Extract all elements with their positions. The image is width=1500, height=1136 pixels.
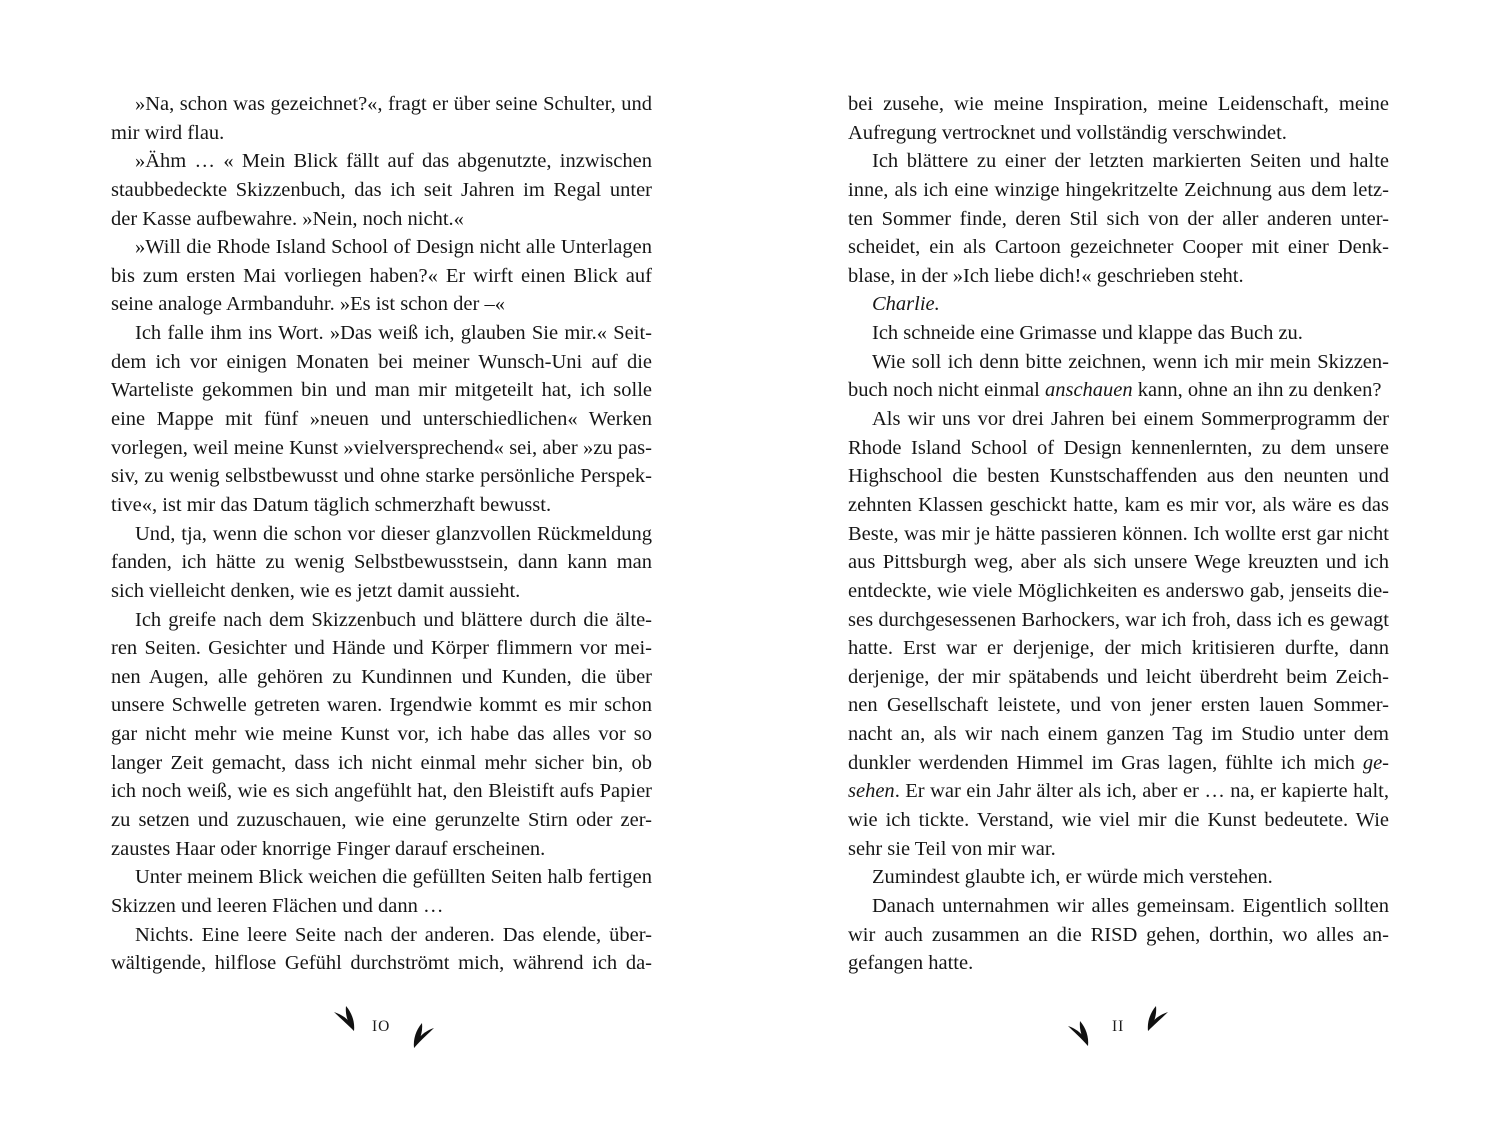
text-line bbox=[111, 319, 652, 348]
page-number: II bbox=[1112, 1018, 1125, 1035]
line-text: derjenige, der mir spätabends und leicht überdreht beim Zeich- bbox=[848, 665, 1389, 688]
text-line bbox=[848, 376, 1389, 405]
line-text: Ich greife nach dem Skizzenbuch und blättere durch die älte- bbox=[135, 608, 652, 631]
line-text: Rhode Island School of Design kennenlernten, zu dem unsere bbox=[848, 436, 1389, 459]
line-text: inne, als ich eine winzige hingekritzelte Zeichnung aus dem letz- bbox=[848, 178, 1389, 201]
text-line bbox=[111, 806, 652, 835]
line-text: eine Mappe mit fünf »neuen und unterschiedlichen« Werken bbox=[111, 408, 652, 431]
line-text: wältigende, hilflose Gefühl durchströmt mich, während ich da- bbox=[111, 952, 652, 975]
line-text: sich vielleicht denken, wie es jetzt damit aussieht. bbox=[111, 579, 521, 602]
line-text: »Will die Rhode Island School of Design nicht alle Unterlagen bbox=[135, 236, 652, 259]
text-line bbox=[111, 749, 652, 778]
line-text: ten Sommer finde, deren Stil sich von der aller anderen unter- bbox=[848, 207, 1389, 230]
text-line bbox=[848, 548, 1389, 577]
line-text: zu setzen und zuzuschauen, wie eine gerunzelte Stirn oder zer- bbox=[111, 809, 652, 832]
text-line bbox=[111, 290, 652, 319]
line-text: seine analoge Armbanduhr. »Es ist schon der –« bbox=[111, 293, 505, 316]
text-line bbox=[848, 634, 1389, 663]
right-folio bbox=[1066, 1004, 1176, 1044]
line-text: Unter meinem Blick weichen die gefüllten Seiten halb fertigen bbox=[135, 866, 652, 889]
line-text: Ich falle ihm ins Wort. »Das weiß ich, glauben Sie mir.« Seit- bbox=[135, 322, 652, 345]
text-line bbox=[111, 892, 652, 921]
line-text: sehr sie Teil von mir war. bbox=[848, 837, 1056, 860]
text-line bbox=[848, 892, 1389, 921]
text-line bbox=[848, 205, 1389, 234]
text-line bbox=[848, 606, 1389, 635]
leaf-ornament-right-icon bbox=[1146, 1004, 1172, 1034]
text-line bbox=[111, 176, 652, 205]
text-line bbox=[111, 577, 652, 606]
text-line bbox=[111, 434, 652, 463]
text-line bbox=[848, 720, 1389, 749]
line-text: wir auch zusammen an die RISD gehen, dorthin, wo alles an- bbox=[848, 923, 1389, 946]
text-line bbox=[111, 491, 652, 520]
line-text: ich noch weiß, wie es sich angefühlt hat, den Bleistift aufs Papier bbox=[111, 780, 652, 803]
line-italic-text: sehen bbox=[848, 780, 895, 803]
text-line bbox=[111, 777, 652, 806]
line-text: Ich schneide eine Grimasse und klappe das Buch zu. bbox=[872, 322, 1303, 345]
line-text: Warteliste gekommen bin und man mir mitgeteilt hat, ich solle bbox=[111, 379, 652, 402]
text-line bbox=[111, 520, 652, 549]
text-line bbox=[848, 577, 1389, 606]
text-line bbox=[848, 691, 1389, 720]
text-line bbox=[848, 290, 1389, 319]
line-text: dem ich vor einigen Monaten bei meiner Wunsch-Uni auf die bbox=[111, 350, 652, 373]
text-line bbox=[848, 348, 1389, 377]
text-line bbox=[111, 606, 652, 635]
text-line bbox=[111, 720, 652, 749]
line-text: Zumindest glaubte ich, er würde mich verstehen. bbox=[872, 866, 1273, 889]
text-line bbox=[111, 376, 652, 405]
line-italic-text: Charlie. bbox=[872, 293, 940, 316]
line-text: Ich blättere zu einer der letzten markierten Seiten und halte bbox=[872, 150, 1389, 173]
line-text: »Na, schon was gezeichnet?«, fragt er über seine Schulter, und bbox=[135, 93, 652, 115]
leaf-ornament-left-icon bbox=[330, 1004, 356, 1034]
line-text: siv, zu wenig selbstbewusst und ohne starke persönliche Perspek- bbox=[111, 465, 652, 488]
line-text: ses durchgesessenen Barhockers, war ich froh, dass ich es gewagt bbox=[848, 608, 1389, 631]
line-text: nen Gesellschaft leistete, und von jener ersten lauen Sommer- bbox=[848, 694, 1389, 717]
text-line bbox=[848, 405, 1389, 434]
text-line bbox=[848, 835, 1389, 864]
text-line bbox=[848, 806, 1389, 835]
text-line bbox=[111, 921, 652, 950]
line-text: dunkler werdenden Himmel im Gras lagen, fühlte ich mich bbox=[848, 751, 1363, 774]
text-line bbox=[848, 949, 1389, 978]
text-line bbox=[848, 777, 1389, 806]
text-line bbox=[111, 147, 652, 176]
line-text: buch noch nicht einmal bbox=[848, 379, 1045, 402]
line-text: mir wird flau. bbox=[111, 121, 225, 144]
line-text: gefangen hatte. bbox=[848, 952, 974, 975]
text-line bbox=[111, 691, 652, 720]
line-text: aus Pittsburgh weg, aber als sich unsere Wege kreuzten und ich bbox=[848, 551, 1389, 574]
line-text: Skizzen und leeren Flächen und dann … bbox=[111, 894, 444, 917]
page-number: IO bbox=[372, 1018, 391, 1035]
text-line bbox=[848, 491, 1389, 520]
right-page bbox=[848, 90, 1389, 978]
text-line bbox=[848, 863, 1389, 892]
leaf-ornament-left-icon bbox=[1066, 1018, 1092, 1048]
line-text: blase, in der »Ich liebe dich!« geschrieben steht. bbox=[848, 264, 1244, 287]
line-text: tive«, ist mir das Datum täglich schmerzhaft bewusst. bbox=[111, 493, 552, 516]
text-line bbox=[848, 663, 1389, 692]
text-line bbox=[848, 462, 1389, 491]
line-text: »Ähm … « Mein Blick fällt auf das abgenutzte, inzwischen bbox=[135, 150, 652, 173]
text-line bbox=[111, 949, 652, 978]
text-line bbox=[111, 663, 652, 692]
line-text: scheidet, ein als Cartoon gezeichneter Cooper mit einer Denk- bbox=[848, 236, 1389, 259]
line-text: Highschool die besten Kunstschaffenden aus den neunten und bbox=[848, 465, 1389, 488]
text-line bbox=[848, 921, 1389, 950]
text-line bbox=[111, 119, 652, 148]
line-text: Danach unternahmen wir alles gemeinsam. Eigentlich sollten bbox=[872, 894, 1389, 917]
line-text: Und, tja, wenn die schon vor dieser glanzvollen Rückmeldung bbox=[135, 522, 652, 545]
text-line bbox=[848, 233, 1389, 262]
line-italic-text: ge- bbox=[1362, 751, 1389, 774]
left-page bbox=[111, 90, 652, 978]
text-line bbox=[111, 462, 652, 491]
text-line bbox=[848, 434, 1389, 463]
text-line bbox=[848, 119, 1389, 148]
text-line bbox=[848, 90, 1389, 119]
text-line bbox=[111, 348, 652, 377]
line-text: bis zum ersten Mai vorliegen haben?« Er wirft einen Blick auf bbox=[111, 264, 652, 287]
leaf-ornament-right-icon bbox=[410, 1020, 436, 1050]
line-text: entdeckte, wie viele Möglichkeiten es anderswo gab, jenseits die- bbox=[848, 579, 1389, 602]
text-line bbox=[111, 548, 652, 577]
text-line bbox=[848, 176, 1389, 205]
text-line bbox=[111, 90, 652, 119]
text-line bbox=[111, 405, 652, 434]
line-text: nen Augen, alle gehören zu Kundinnen und Kunden, die über bbox=[111, 665, 652, 688]
line-text: Als wir uns vor drei Jahren bei einem Sommerprogramm der bbox=[872, 408, 1389, 431]
line-text: Aufregung vertrocknet und vollständig verschwindet. bbox=[848, 121, 1287, 144]
line-text-after: . Er war ein Jahr älter als ich, aber er … na, er kapierte halt, bbox=[894, 780, 1389, 803]
text-line bbox=[111, 863, 652, 892]
line-text: langer Zeit gemacht, dass ich nicht einmal mehr sicher bin, ob bbox=[111, 751, 652, 774]
text-line bbox=[848, 749, 1389, 778]
line-italic-text: anschauen bbox=[1044, 379, 1133, 402]
line-text: zaustes Haar oder knorrige Finger darauf erscheinen. bbox=[111, 837, 546, 860]
line-text: Nichts. Eine leere Seite nach der anderen. Das elende, über- bbox=[135, 923, 652, 946]
left-folio bbox=[330, 1004, 440, 1044]
line-text: der Kasse aufbewahre. »Nein, noch nicht.« bbox=[111, 207, 464, 230]
line-text: staubbedeckte Skizzenbuch, das ich seit Jahren im Regal unter bbox=[111, 178, 652, 201]
text-line bbox=[848, 262, 1389, 291]
line-text: hatte. Erst war er derjenige, der mich kritisieren durfte, dann bbox=[848, 637, 1389, 660]
line-text: gar nicht mehr wie meine Kunst vor, ich habe das alles vor so bbox=[111, 723, 652, 746]
line-text: nacht an, als wir nach einem ganzen Tag im Studio unter dem bbox=[848, 723, 1389, 746]
line-text: unsere Schwelle getreten waren. Irgendwie kommt es mir schon bbox=[111, 694, 652, 717]
text-line bbox=[111, 634, 652, 663]
text-line bbox=[111, 262, 652, 291]
line-text: fanden, ich hätte zu wenig Selbstbewusstsein, dann kann man bbox=[111, 551, 652, 574]
text-line bbox=[848, 520, 1389, 549]
text-line bbox=[111, 233, 652, 262]
text-line bbox=[848, 147, 1389, 176]
text-line bbox=[848, 319, 1389, 348]
line-text: wie ich tickte. Verstand, wie viel mir die Kunst bedeutete. Wie bbox=[848, 809, 1389, 832]
text-line bbox=[111, 205, 652, 234]
line-text: ren Seiten. Gesichter und Hände und Körper flimmern vor mei- bbox=[111, 637, 652, 660]
line-text: vorlegen, weil meine Kunst »vielversprechend« sei, aber »zu pas- bbox=[111, 436, 652, 459]
line-text: Wie soll ich denn bitte zeichnen, wenn ich mir mein Skizzen- bbox=[872, 350, 1389, 373]
line-text: bei zusehe, wie meine Inspiration, meine Leidenschaft, meine bbox=[848, 93, 1389, 115]
text-line bbox=[111, 835, 652, 864]
line-text-after: kann, ohne an ihn zu denken? bbox=[1132, 379, 1382, 402]
line-text: zehnten Klassen geschickt hatte, kam es mir vor, als wäre es das bbox=[848, 493, 1389, 516]
line-text: Beste, was mir je hätte passieren können. Ich wollte erst gar nicht bbox=[848, 522, 1389, 545]
